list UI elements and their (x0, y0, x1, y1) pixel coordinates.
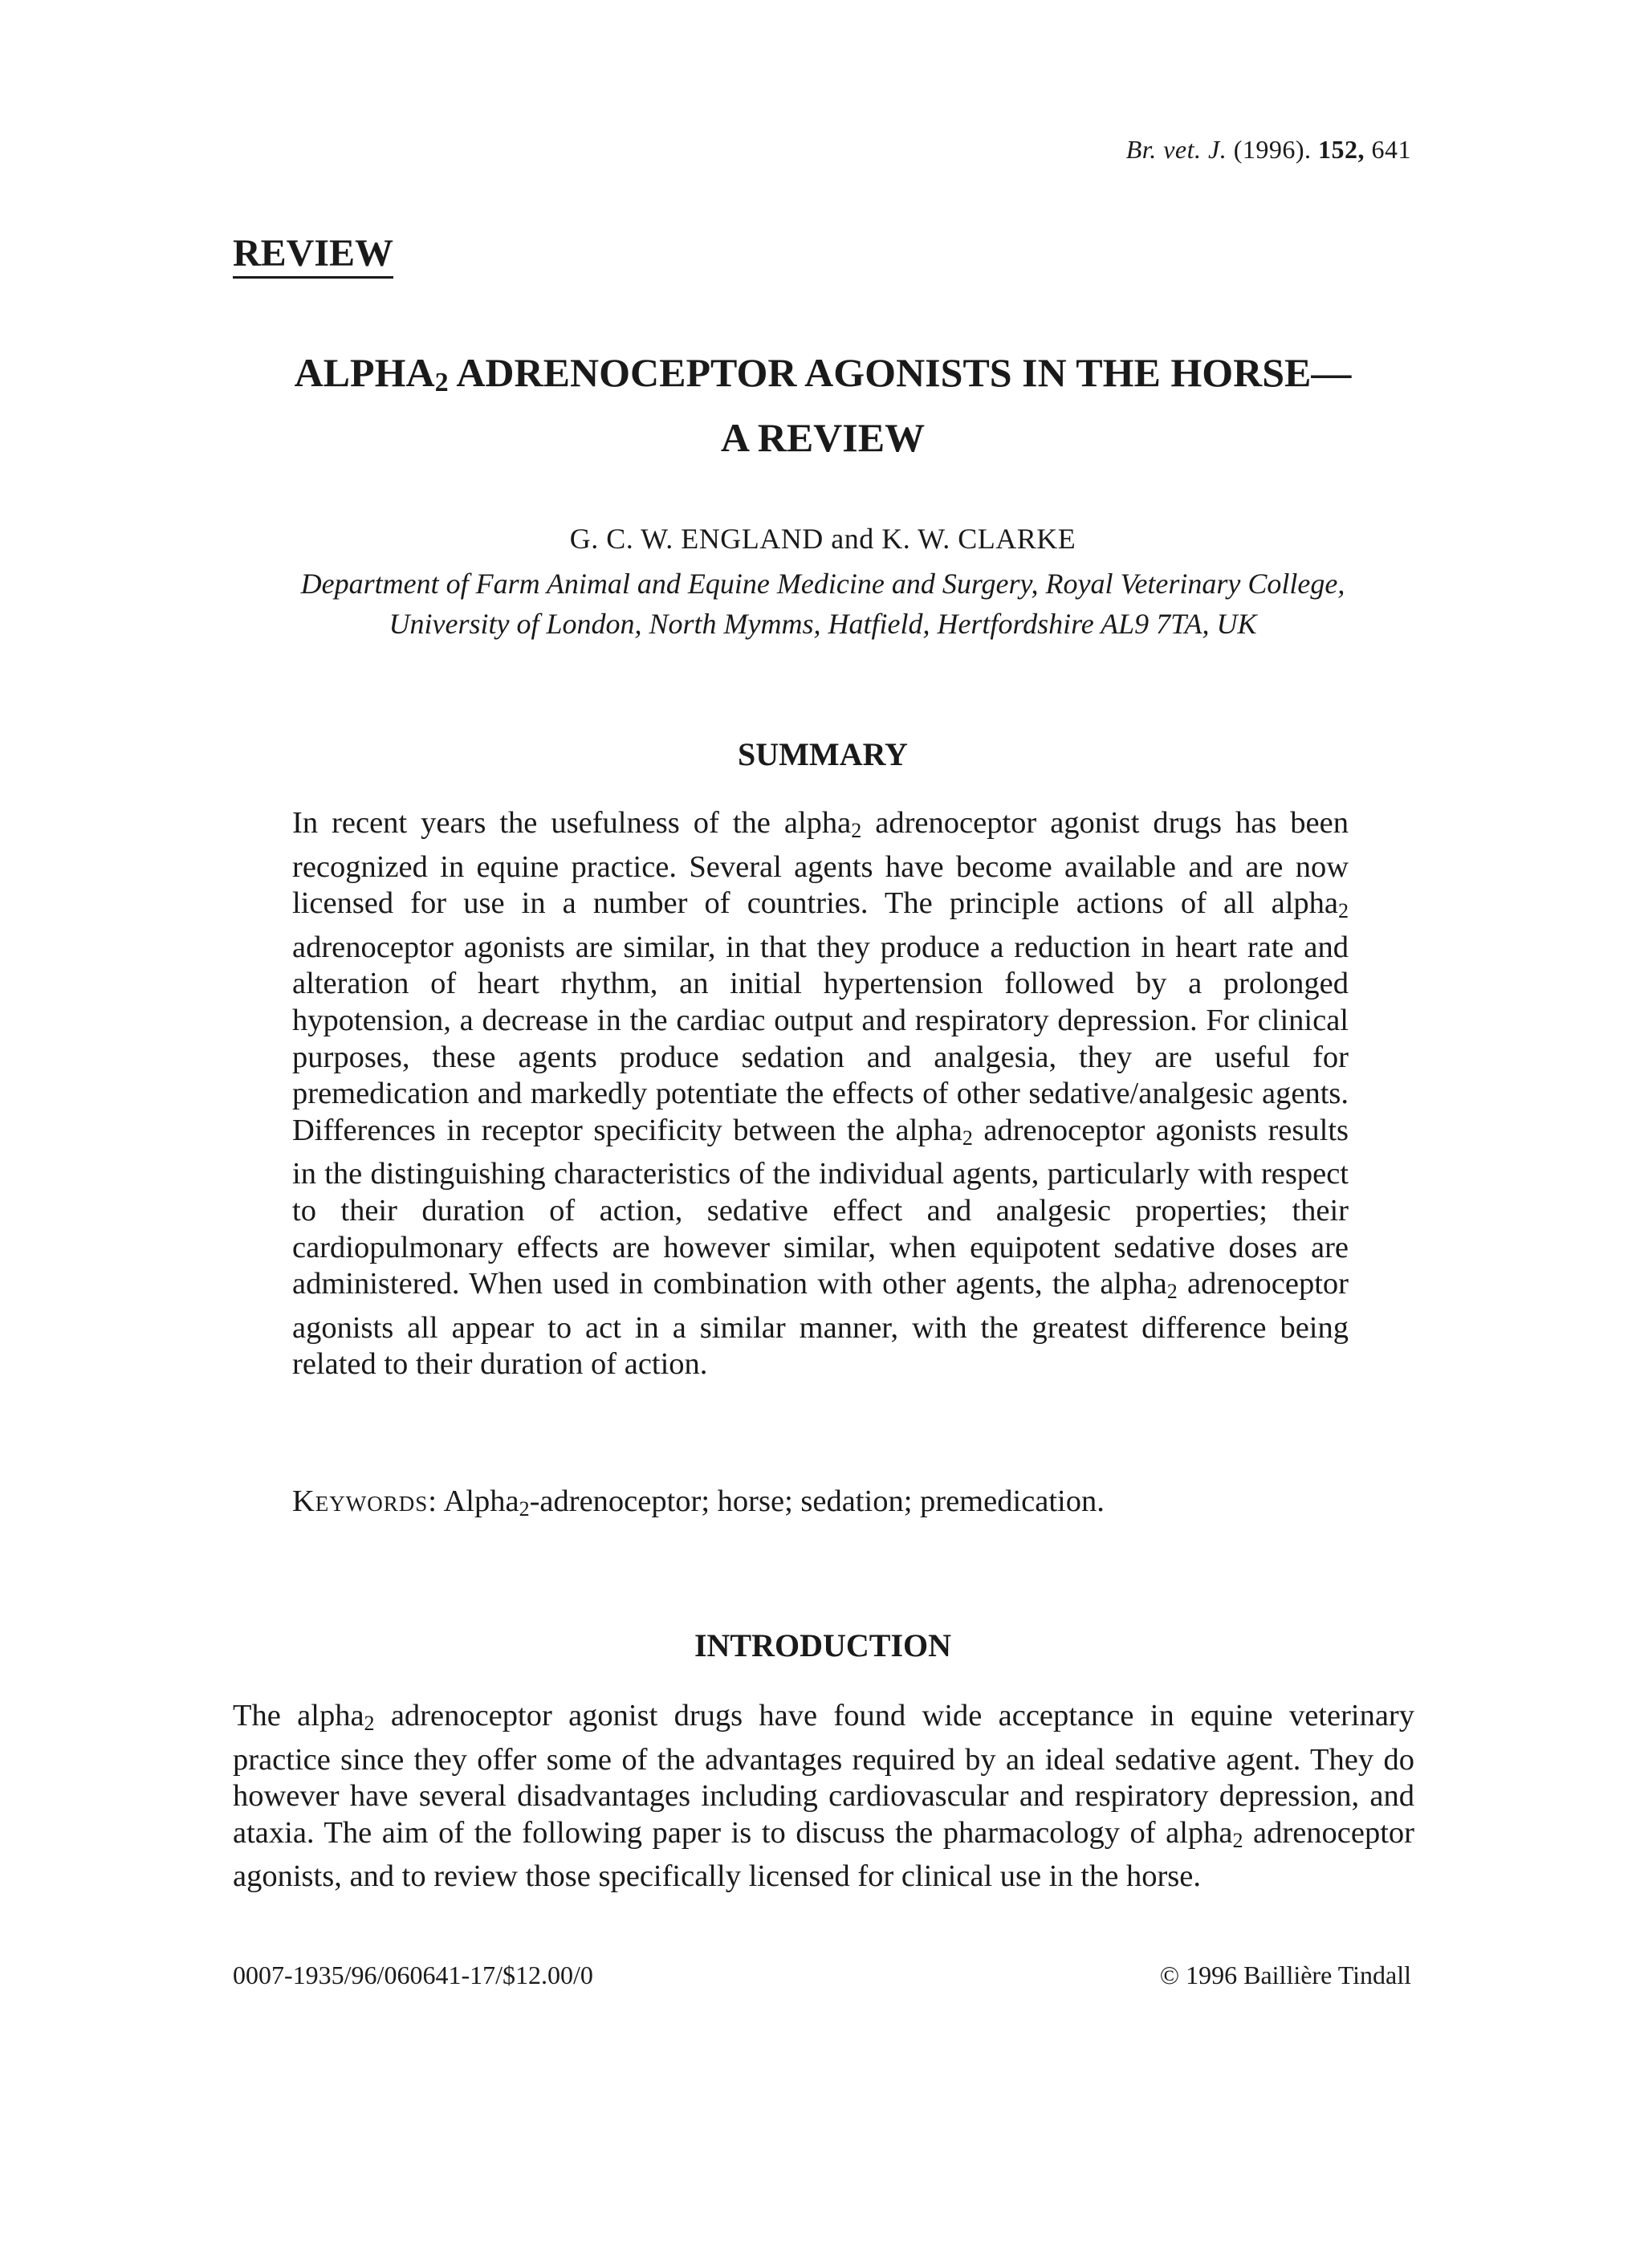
keywords-label: Keywords: (292, 1484, 437, 1518)
summary-text-2: adrenoceptor agonist drugs has been recognized in equine practice. Several agents have become available and are now licensed for use in a number of countries. The principle actions of all alpha (292, 806, 1349, 921)
subscript: 2 (962, 1126, 973, 1150)
subscript: 2 (1338, 899, 1349, 923)
affiliation-line-2: University of London, North Mymms, Hatfield, Hertfordshire AL9 7TA, UK (389, 608, 1257, 640)
subscript: 2 (519, 1497, 530, 1521)
footer-code: 0007-1935/96/060641-17/$12.00/0 (233, 1961, 593, 1989)
keywords-text-1: Alpha (437, 1484, 519, 1518)
title-prefix: ALPHA (294, 350, 435, 395)
article-title (233, 345, 1413, 465)
authors: G. C. W. ENGLAND and K. W. CLARKE (569, 523, 1076, 555)
intro-text-2: adrenoceptor agonist drugs have found wide acceptance in equine veterinary practice since they offer some of the advantages required by an ideal sedative agent. They do however have several disadvantages including cardiovascular and respiratory depression, and ataxia. The aim of the following paper is to discuss the pharmacology of alpha (233, 1699, 1414, 1850)
subscript: 2 (1232, 1828, 1243, 1852)
title-subscript: 2 (434, 368, 449, 397)
affiliation (265, 564, 1381, 644)
introduction-paragraph (233, 1698, 1414, 1895)
introduction-heading: INTRODUCTION (694, 1627, 952, 1663)
journal-year: (1996). (1233, 135, 1312, 164)
summary-paragraph (292, 805, 1349, 1383)
subscript: 2 (851, 819, 862, 842)
journal-page-number: 641 (1371, 135, 1411, 164)
keywords (292, 1484, 1349, 1521)
summary-text-5: adrenoceptor agonists all appear to act in a similar manner, with the greatest difference being related to their duration of action. (292, 1267, 1349, 1382)
intro-text-1: The alpha (233, 1699, 364, 1733)
running-head (1126, 135, 1411, 165)
summary-text-4: adrenoceptor agonists results in the distinguishing characteristics of the individual agents, particularly with respect to their duration of action, sedative effect and analgesic properties; their cardiopulmonary effects are however similar, when equipotent sedative doses are administered. When used in combination with other agents, the alpha (292, 1113, 1349, 1301)
keywords-text-2: -adrenoceptor; horse; sedation; premedication. (529, 1484, 1105, 1518)
summary-text-1: In recent years the usefulness of the alpha (292, 806, 852, 840)
title-line-2: A REVIEW (720, 415, 926, 460)
section-label-text: REVIEW (233, 232, 393, 279)
journal-abbrev: Br. vet. J. (1125, 135, 1227, 164)
title-line-1 (233, 345, 1413, 410)
subscript: 2 (1166, 1280, 1178, 1304)
subscript: 2 (364, 1712, 375, 1735)
journal-volume: 152, (1318, 135, 1365, 164)
section-label (233, 231, 393, 275)
title-line-1-rest: ADRENOCEPTOR AGONISTS IN THE HORSE— (448, 350, 1352, 395)
affiliation-line-1: Department of Farm Animal and Equine Medicine and Surgery, Royal Veterinary College, (300, 568, 1345, 600)
intro-text-3: adrenoceptor agonists, and to review those specifically licensed for clinical use in the horse. (233, 1815, 1414, 1894)
summary-heading: SUMMARY (738, 736, 908, 772)
footer-copyright: © 1996 Baillière Tindall (1159, 1961, 1411, 1989)
summary-text-3: adrenoceptor agonists are similar, in that they produce a reduction in heart rate and alteration of heart rhythm, an initial hypertension followed by a prolonged hypotension, a decrease in the cardiac output and respiratory depression. For clinical purposes, these agents produce sedation and analgesia, they are useful for premedication and markedly potentiate the effects of other sedative/analgesic agents. Differences in receptor specificity between the alpha (292, 930, 1349, 1147)
